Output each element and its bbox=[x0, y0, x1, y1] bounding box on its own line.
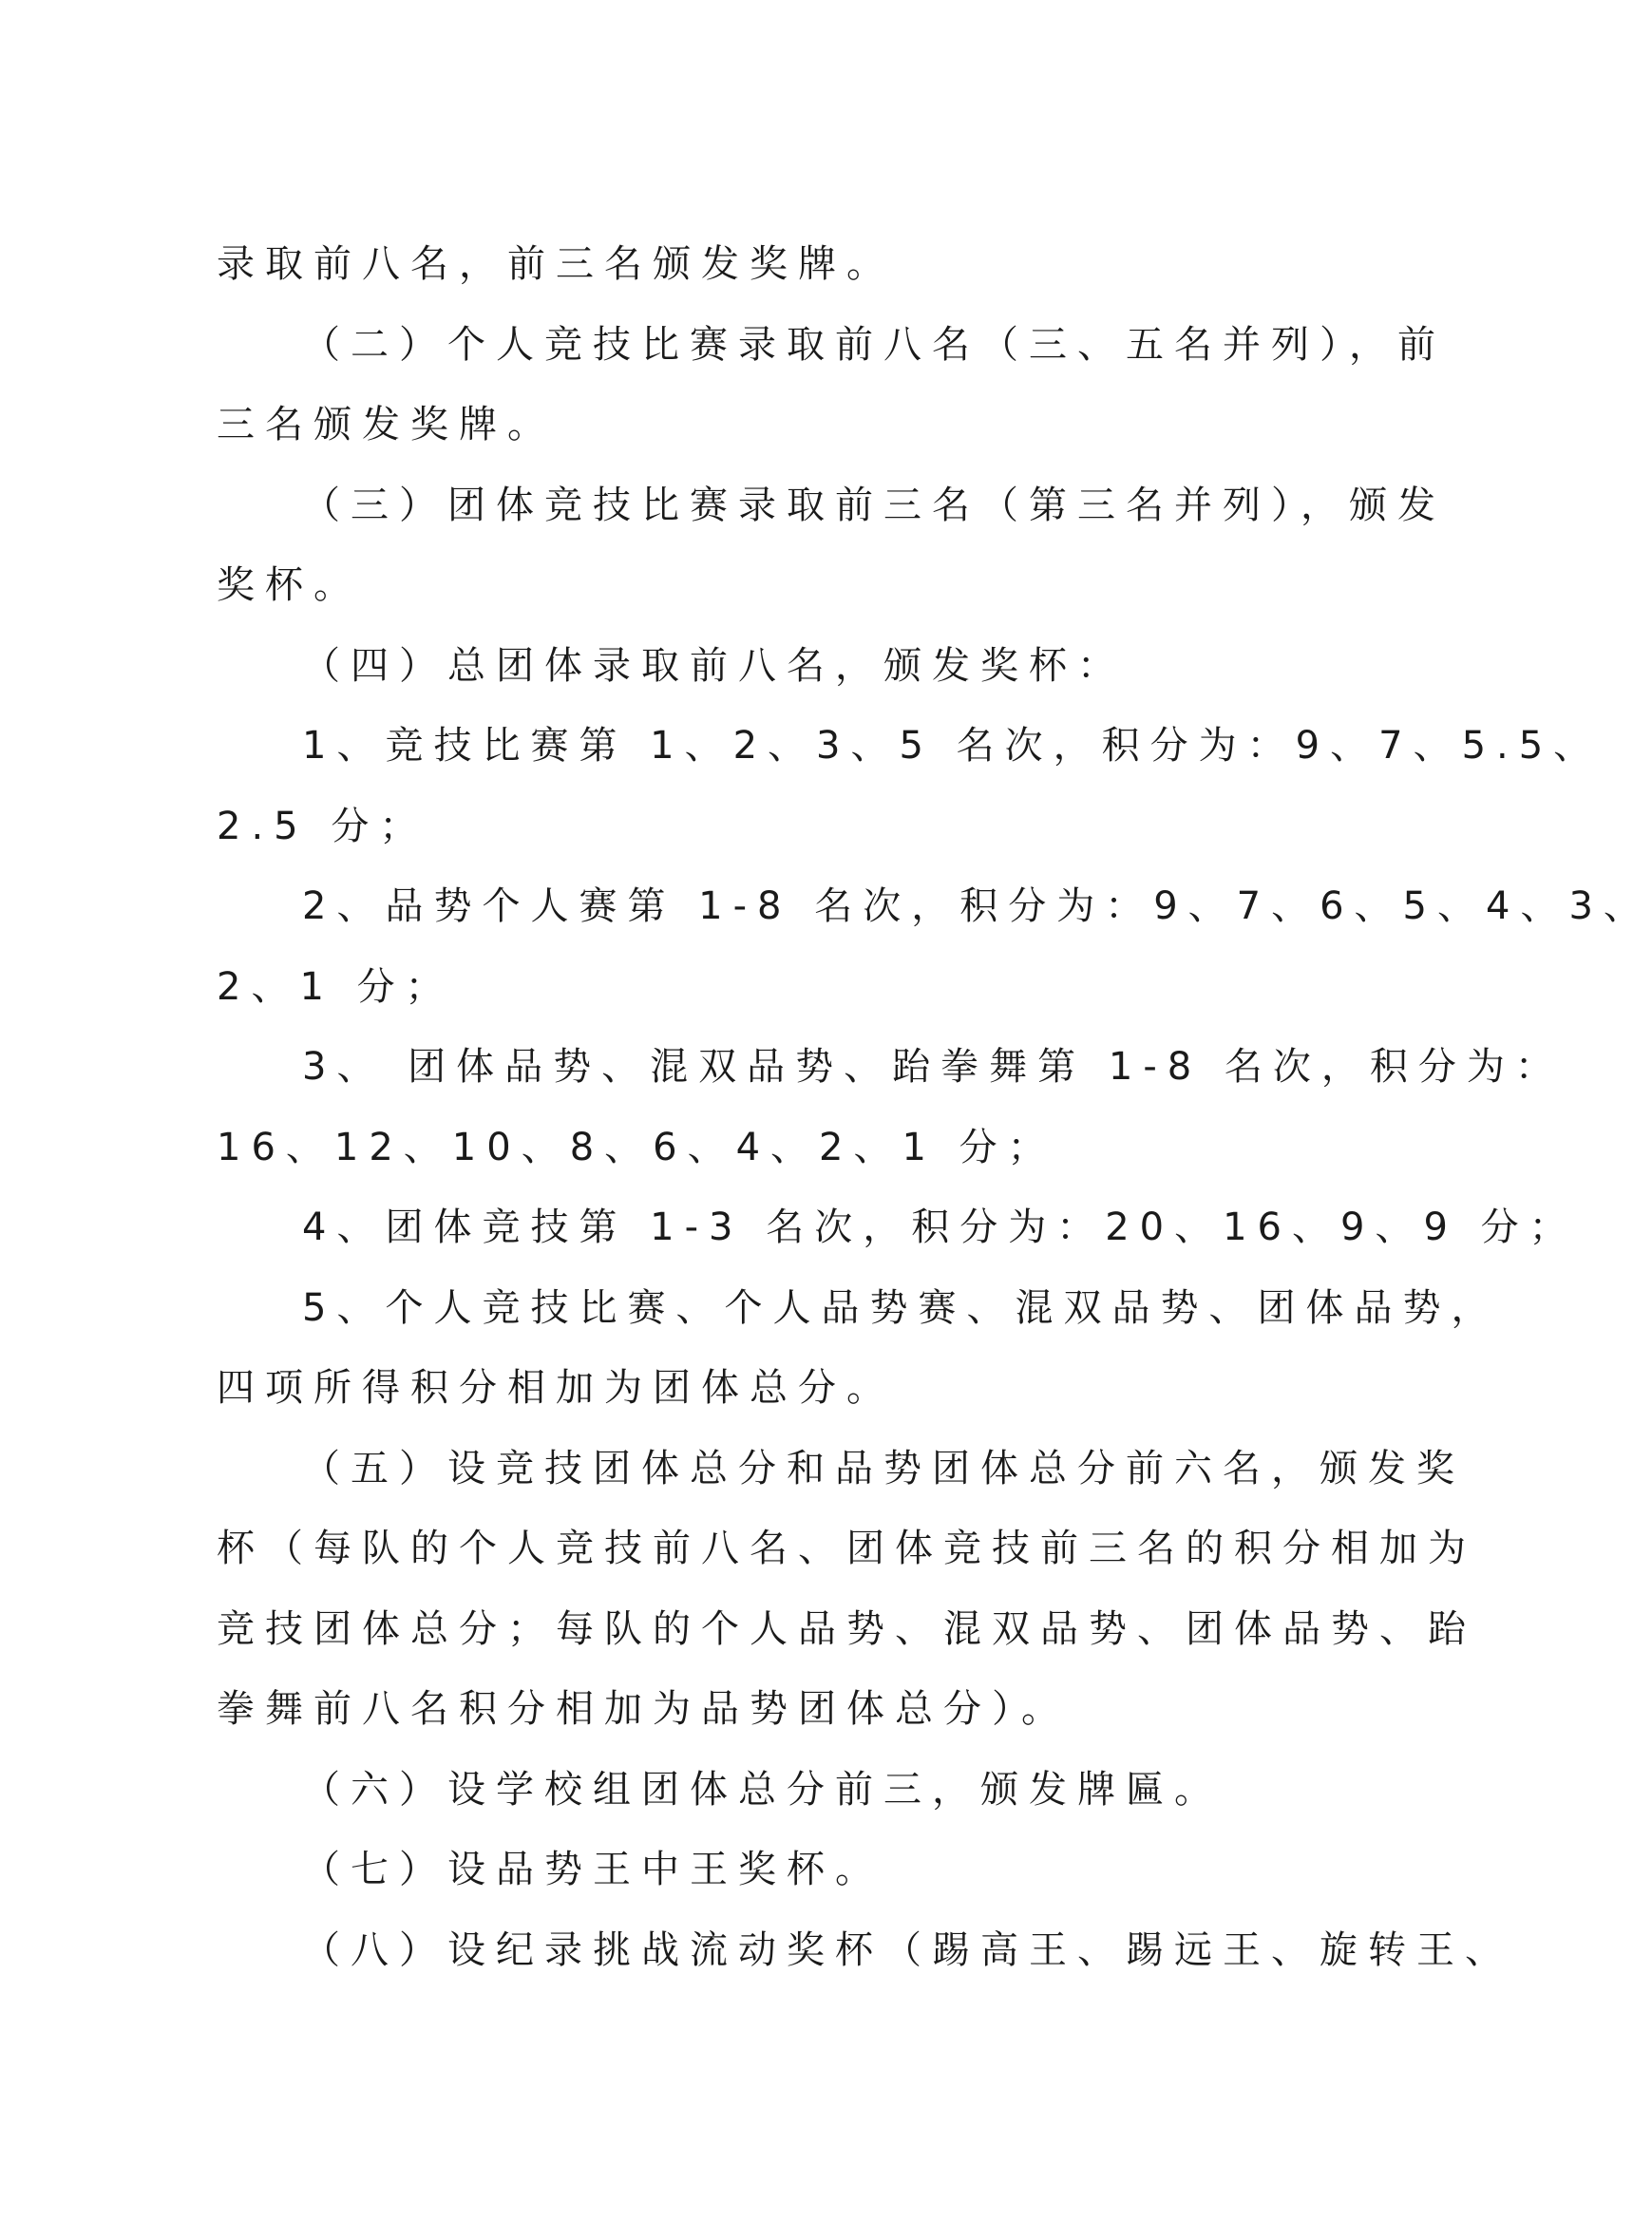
text-line: 录取前八名，前三名颁发奖牌。 bbox=[217, 242, 895, 286]
text-line: （四）总团体录取前八名，颁发奖杯： bbox=[302, 644, 1126, 688]
text-line: 四项所得积分相加为团体总分。 bbox=[217, 1366, 895, 1410]
text-line: （七）设品势王中王奖杯。 bbox=[302, 1848, 883, 1891]
text-line: （八）设纪录挑战流动奖杯（踢高王、踢远王、旋转王、 bbox=[302, 1928, 1513, 1972]
text-line: （五）设竞技团体总分和品势团体总分前六名，颁发奖 bbox=[302, 1447, 1465, 1490]
text-line: 5、个人竞技比赛、个人品势赛、混双品势、团体品势， bbox=[302, 1286, 1500, 1330]
text-line: 2、1 分； bbox=[217, 965, 454, 1009]
text-line: （二）个人竞技比赛录取前八名（三、五名并列），前 bbox=[302, 323, 1446, 367]
text-line: 4、团体竞技第 1-3 名次，积分为：20、16、9、9 分； bbox=[302, 1205, 1578, 1249]
text-line: 2.5 分； bbox=[217, 805, 428, 848]
text-line: 奖杯。 bbox=[217, 563, 362, 607]
text-line: （六）设学校组团体总分前三，颁发牌匾。 bbox=[302, 1768, 1223, 1812]
text-line: 竞技团体总分；每队的个人品势、混双品势、团体品势、跆 bbox=[217, 1607, 1476, 1651]
text-line: 2、品势个人赛第 1-8 名次，积分为：9、7、6、5、4、3、 bbox=[302, 884, 1652, 928]
text-line: 拳舞前八名积分相加为品势团体总分）。 bbox=[217, 1687, 1070, 1731]
text-line: 16、12、10、8、6、4、2、1 分； bbox=[217, 1126, 1056, 1169]
text-line: 杯（每队的个人竞技前八名、团体竞技前三名的积分相加为 bbox=[217, 1527, 1476, 1570]
text-line: 3、 团体品势、混双品势、跆拳舞第 1-8 名次，积分为： bbox=[302, 1045, 1564, 1089]
text-line: 1、竞技比赛第 1、2、3、5 名次，积分为：9、7、5.5、 bbox=[302, 724, 1603, 768]
text-line: 三名颁发奖牌。 bbox=[217, 403, 556, 446]
text-line: （三）团体竞技比赛录取前三名（第三名并列），颁发 bbox=[302, 484, 1446, 527]
